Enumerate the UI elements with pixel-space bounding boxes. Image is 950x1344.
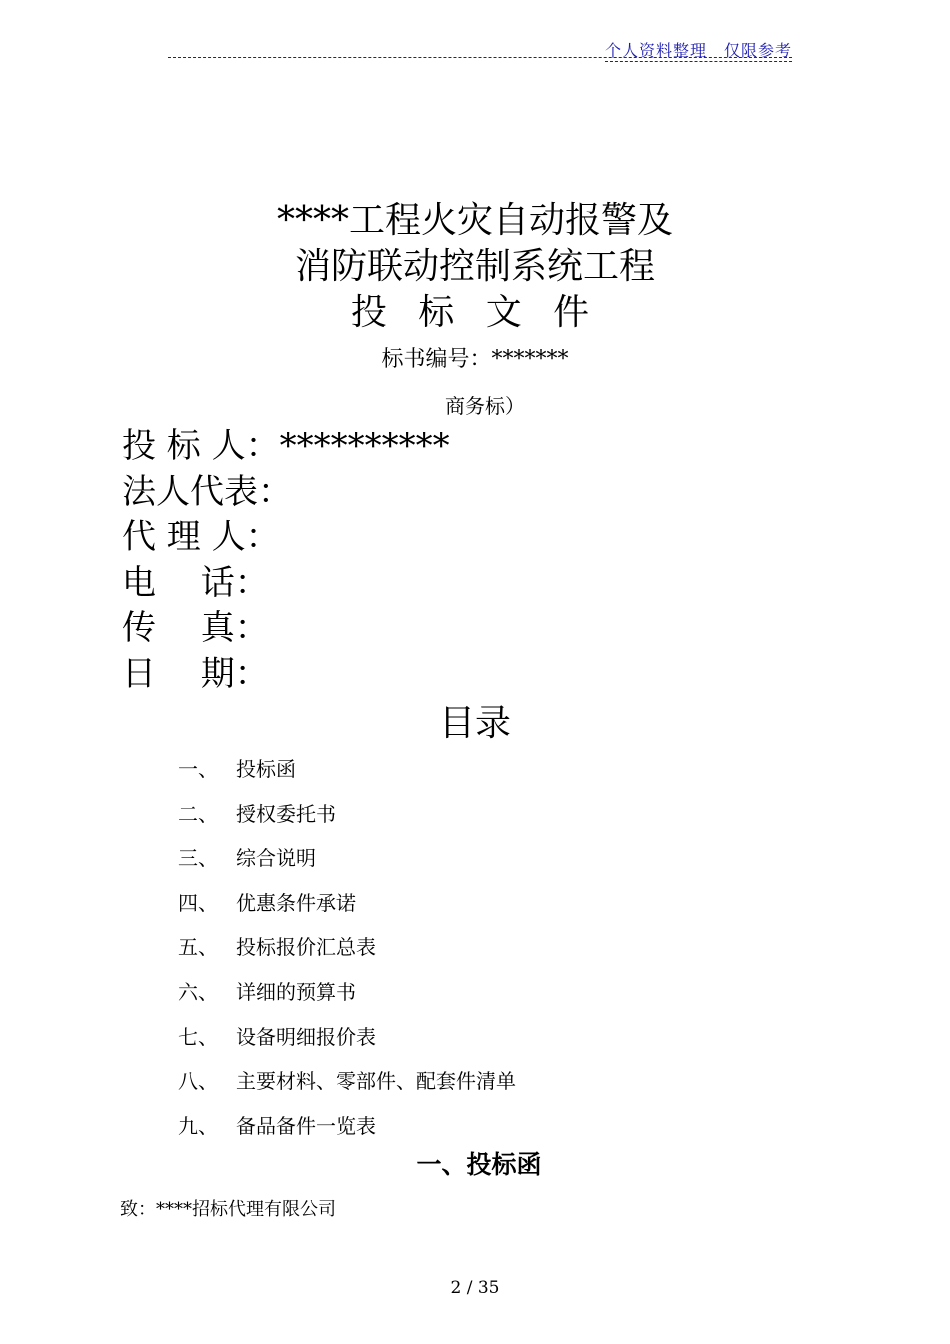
header-note: 个人资料整理 仅限参考 [605, 38, 792, 62]
toc-item [178, 925, 516, 970]
toc-item-label: 优惠条件承诺 [236, 890, 356, 915]
bid-number: 标书编号：******* [381, 347, 569, 372]
toc-item-number: 八、 [178, 1069, 218, 1094]
section-heading: 一、投标函 [416, 1150, 542, 1179]
toc-item [178, 836, 516, 881]
title-line-2: 消防联动控制系统工程 [294, 246, 655, 287]
addressee: 致：****招标代理有限公司 [120, 1199, 336, 1220]
toc-item-number: 四、 [178, 890, 218, 915]
table-of-contents [178, 747, 516, 1148]
toc-item-number: 五、 [178, 935, 218, 960]
toc-item-number: 九、 [178, 1113, 218, 1138]
document-title [0, 198, 950, 336]
toc-item [178, 747, 516, 792]
toc-item-label: 备品备件一览表 [236, 1113, 376, 1138]
info-agent: 代 理 人： [122, 517, 280, 557]
toc-item-number: 三、 [178, 846, 218, 871]
toc-item-number: 七、 [178, 1024, 218, 1049]
bidder-info [122, 424, 450, 697]
info-bidder: 投 标 人：********** [122, 426, 450, 466]
toc-item-label: 主要材料、零部件、配套件清单 [236, 1069, 516, 1094]
toc-item [178, 1104, 516, 1149]
info-date: 日 期： [122, 653, 269, 694]
info-legal-rep: 法人代表： [122, 471, 292, 512]
toc-item-label: 设备明细报价表 [236, 1024, 376, 1049]
toc-item-number: 二、 [178, 801, 218, 826]
toc-item [178, 1059, 516, 1104]
info-fax: 传 真： [122, 608, 269, 648]
bid-type: 商务标） [445, 394, 525, 418]
info-phone: 电 话： [122, 562, 269, 603]
toc-item-label: 综合说明 [236, 846, 316, 871]
toc-item-label: 授权委托书 [236, 801, 336, 826]
toc-item [178, 792, 516, 837]
page-number: 2 / 35 [450, 1278, 500, 1298]
title-line-3: 投 标 文 件 [350, 292, 600, 333]
toc-item [178, 881, 516, 926]
toc-item-number: 六、 [178, 979, 218, 1004]
toc-item [178, 1015, 516, 1060]
toc-item-label: 详细的预算书 [236, 979, 356, 1004]
toc-item-label: 投标函 [236, 757, 296, 781]
toc-item [178, 970, 516, 1015]
toc-item-number: 一、 [178, 757, 218, 781]
toc-title: 目录 [438, 703, 511, 744]
title-line-1: ****工程火灾自动报警及 [276, 200, 673, 241]
toc-item-label: 投标报价汇总表 [236, 935, 376, 960]
